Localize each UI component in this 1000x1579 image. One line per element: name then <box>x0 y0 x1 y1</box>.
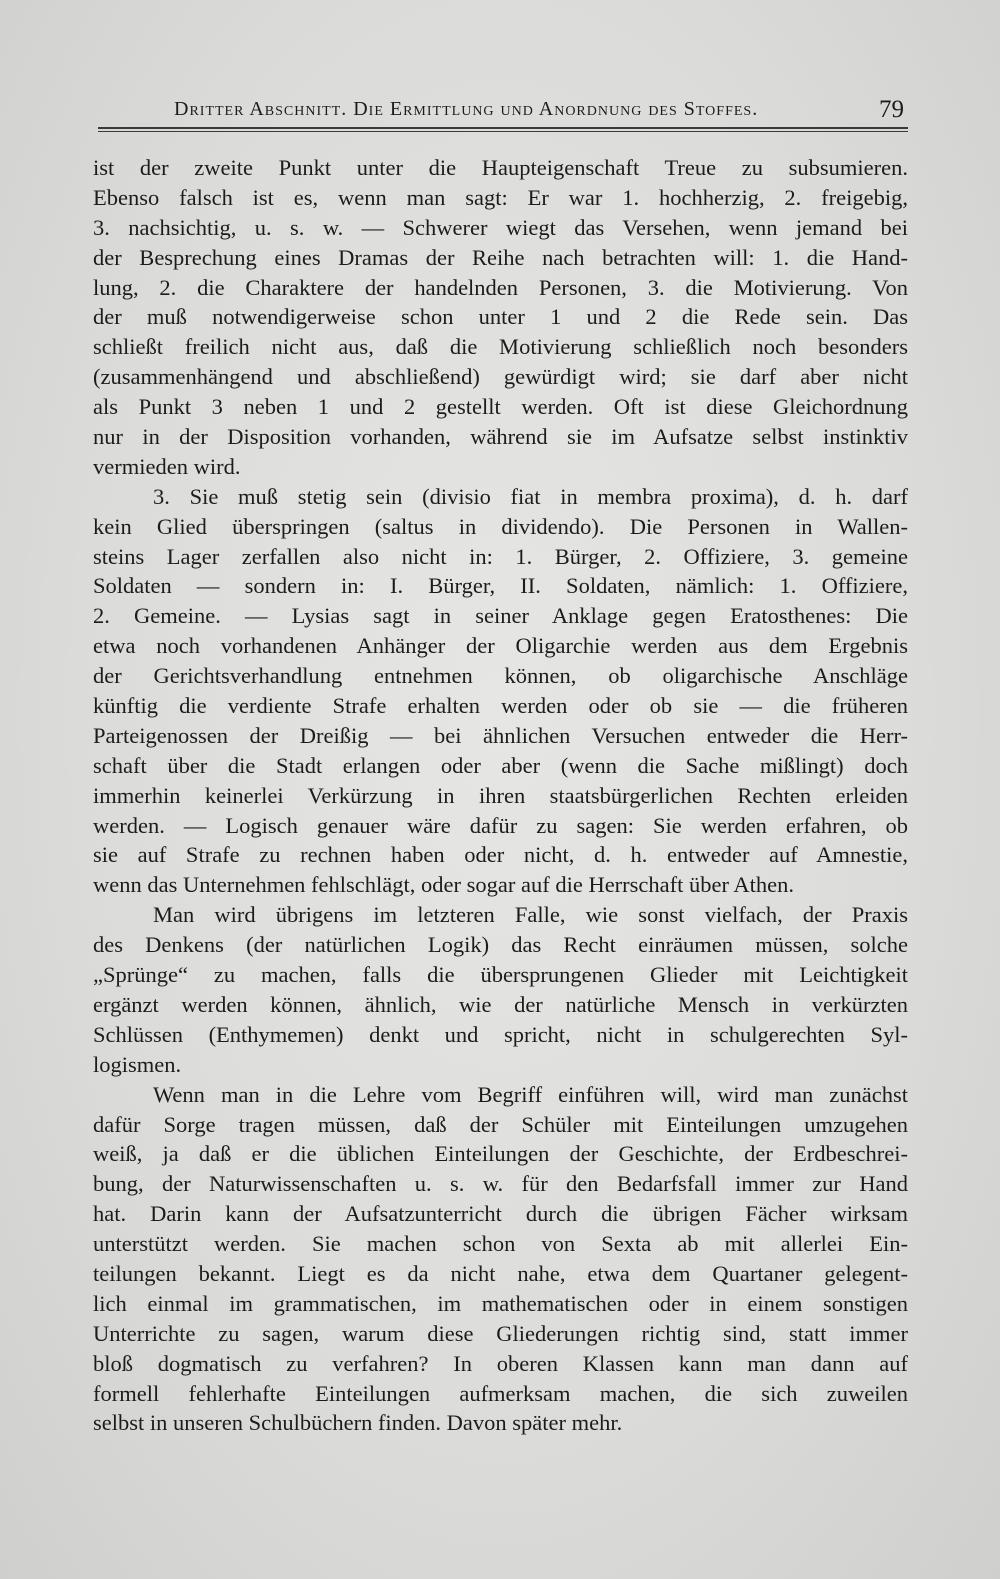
page-number: 79 <box>879 96 904 123</box>
text-line: immerhin keinerlei Verkürzung in ihren staatsbürgerlichen Rechten erleiden <box>93 782 908 808</box>
text-line: schaft über die Stadt erlangen oder aber (wenn die Sache mißlingt) doch <box>93 752 908 778</box>
text-line: lich einmal im grammatischen, im mathematischen oder in einem sonstigen <box>93 1290 908 1316</box>
text-line: (zusammenhängend und abschließend) gewürdigt wird; sie darf aber nicht <box>93 364 908 390</box>
text-line: schließt freilich nicht aus, daß die Motivierung schließlich noch besonders <box>93 334 908 360</box>
text-line: etwa noch vorhandenen Anhänger der Oligarchie werden aus dem Ergebnis <box>93 633 908 659</box>
text-line: Schlüssen (Enthymemen) denkt und spricht, nicht in schulgerechten Syl- <box>93 1021 908 1047</box>
text-line: Wenn man in die Lehre vom Begriff einführen will, wird man zunächst <box>153 1081 908 1107</box>
text-line: „Sprünge“ zu machen, falls die übersprungenen Glieder mit Leichtigkeit <box>93 962 908 988</box>
page-header <box>98 92 908 132</box>
text-line: 3. Sie muß stetig sein (divisio fiat in membra proxima), d. h. darf <box>153 483 908 509</box>
text-line: werden. — Logisch genauer wäre dafür zu sagen: Sie werden erfahren, ob <box>93 812 908 838</box>
text-line: Unterrichte zu sagen, warum diese Gliederungen richtig sind, statt immer <box>93 1320 908 1346</box>
text-line: kein Glied überspringen (saltus in dividendo). Die Personen in Wallen- <box>93 513 908 539</box>
text-line: logismen. <box>93 1051 182 1077</box>
text-line: formell fehlerhafte Einteilungen aufmerksam machen, die sich zuweilen <box>93 1380 908 1406</box>
header-rule <box>98 127 908 129</box>
text-line: teilungen bekannt. Liegt es da nicht nahe, etwa dem Quartaner gelegent- <box>93 1260 908 1286</box>
text-line: künftig die verdiente Strafe erhalten werden oder ob sie — die früheren <box>93 693 908 719</box>
text-line: ergänzt werden können, ähnlich, wie der natürliche Mensch in verkürzten <box>93 991 908 1017</box>
text-line: sie auf Strafe zu rechnen haben oder nicht, d. h. entweder auf Amnestie, <box>93 842 908 868</box>
text-line: Ebenso falsch ist es, wenn man sagt: Er war 1. hochherzig, 2. freigebig, <box>93 184 908 210</box>
text-line: dafür Sorge tragen müssen, daß der Schüler mit Einteilungen umzugehen <box>93 1111 908 1137</box>
body-text <box>93 153 908 1438</box>
text-line: weiß, ja daß er die üblichen Einteilungen der Geschichte, der Erdbeschrei- <box>93 1141 908 1167</box>
text-line: hat. Darin kann der Aufsatzunterricht durch die übrigen Fächer wirksam <box>93 1201 908 1227</box>
text-line: wenn das Unternehmen fehlschlägt, oder sogar auf die Herrschaft über Athen. <box>93 872 794 898</box>
text-line: lung, 2. die Charaktere der handelnden Personen, 3. die Motivierung. Von <box>93 274 908 300</box>
text-line: bloß dogmatisch zu verfahren? In oberen Klassen kann man dann auf <box>93 1350 908 1376</box>
text-line: der Besprechung eines Dramas der Reihe nach betrachten will: 1. die Hand- <box>93 244 908 270</box>
running-head: Dritter Abschnitt. Die Ermittlung und Anordnung des Stoffes. <box>174 98 759 120</box>
text-line: als Punkt 3 neben 1 und 2 gestellt werden. Oft ist diese Gleichordnung <box>93 394 908 420</box>
text-line: Soldaten — sondern in: I. Bürger, II. Soldaten, nämlich: 1. Offiziere, <box>93 573 908 599</box>
text-line: Parteigenossen der Dreißig — bei ähnlichen Versuchen entweder die Herr- <box>93 722 908 748</box>
text-line: der Gerichtsverhandlung entnehmen können, ob oligarchische Anschläge <box>93 663 908 689</box>
text-line: ist der zweite Punkt unter die Haupteigenschaft Treue zu subsumieren. <box>93 155 908 180</box>
text-line: nur in der Disposition vorhanden, während sie im Aufsatze selbst instinktiv <box>93 424 908 450</box>
text-line: Man wird übrigens im letzteren Falle, wie sonst vielfach, der Praxis <box>153 902 908 928</box>
text-line: des Denkens (der natürlichen Logik) das Recht einräumen müssen, solche <box>93 932 908 958</box>
header-rule-thin <box>98 131 908 132</box>
text-line: vermieden wird. <box>93 453 241 479</box>
text-line: der muß notwendigerweise schon unter 1 und 2 die Rede sein. Das <box>93 304 908 330</box>
text-line: selbst in unseren Schulbüchern finden. Davon später mehr. <box>93 1410 623 1436</box>
text-line: bung, der Naturwissenschaften u. s. w. für den Bedarfsfall immer zur Hand <box>93 1171 908 1197</box>
text-line: 2. Gemeine. — Lysias sagt in seiner Anklage gegen Eratosthenes: Die <box>93 603 908 629</box>
text-line: unterstützt werden. Sie machen schon von Sexta ab mit allerlei Ein- <box>93 1231 908 1257</box>
text-line: steins Lager zerfallen also nicht in: 1. Bürger, 2. Offiziere, 3. gemeine <box>93 543 908 569</box>
text-line: 3. nachsichtig, u. s. w. — Schwerer wiegt das Versehen, wenn jemand bei <box>93 214 908 240</box>
